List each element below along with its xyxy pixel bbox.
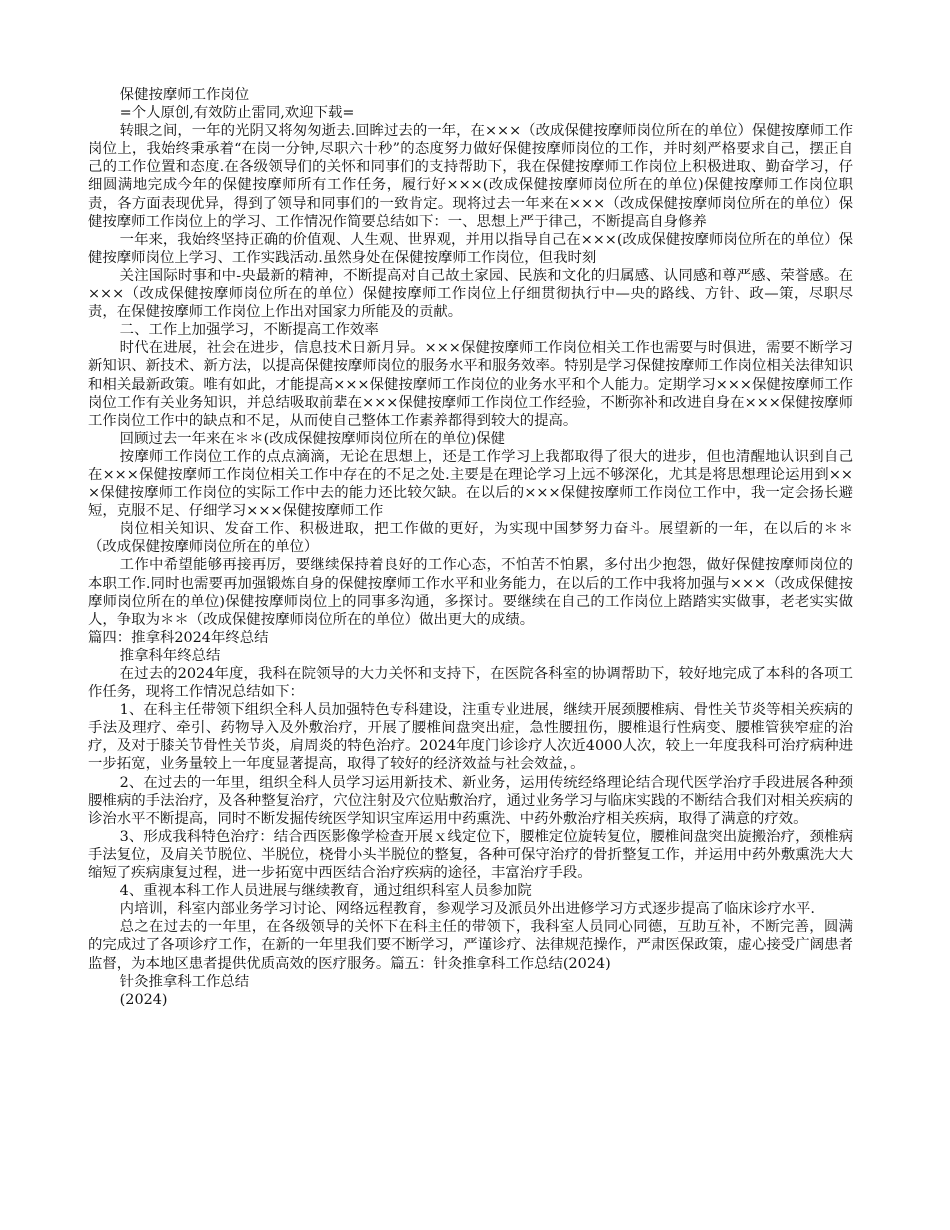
paragraph: 3、形成我科特色治疗：结合西医影像学检查开展ｘ线定位下，腰椎定位旋转复位，腰椎间盘突出旋搬治疗，颈椎病手法复位，及肩关节脱位、半脱位，桡骨小头半脱位的整复，各种可保守治疗的骨折整复工作，并运用中药外敷熏洗大大缩短了疾病康复过程，进一步拓宽中西医结合治疗疾病的途径，丰富治疗手段。 — [88, 828, 853, 882]
paragraph: 篇四：推拿科2024年终总结 — [88, 629, 269, 646]
paragraph: 二、工作上加强学习，不断提高工作效率 — [119, 322, 379, 339]
paragraph: 推拿科年终总结 — [119, 647, 221, 664]
paragraph: 岗位相关知识、发奋工作、积极进取，把工作做的更好，为实现中国梦努力奋斗。展望新的一年，在以后的＊＊（改成保健按摩师岗位所在的单位） — [88, 521, 853, 556]
paragraph: (2024) — [119, 991, 168, 1008]
paragraph: 保健按摩师工作岗位 — [119, 87, 250, 103]
paragraph: 工作中希望能够再接再厉，要继续保持着良好的工作心态，不怕苦不怕累，多付出少抱怨，做好保健按摩师岗位的本职工作.同时也需要再加强锻炼自身的保健按摩师工作水平和业务能力，在以后的工作中我将加强与×××（改成保健按摩师岗位所在的单位)保健按摩师岗位上的同事多沟通，多探讨。要继续在自己的工作岗位上踏踏实实做事，老老实实做人，争取为＊＊（改成保健按摩师岗位所在的单位）做出更大的成绩。 — [88, 557, 853, 628]
paragraph: 回顾过去一年来在＊＊(改成保健按摩师岗位所在的单位)保健 — [119, 430, 506, 447]
document-body — [88, 86, 853, 1009]
paragraph: 时代在进展，社会在进步，信息技术日新月异。×××保健按摩师工作岗位相关工作也需要与时俱进，需要不断学习新知识、新技术、新方法，以提高保健按摩师岗位的服务水平和服务效率。特别是学习保健按摩师工作岗位相关法律知识和相关最新政策。唯有如此，才能提高×××保健按摩师工作岗位的业务水平和个人能力。定期学习×××保健按摩师工作岗位工作有关业务知识，并总结吸取前辈在×××保健按摩师工作岗位工作经验，不断弥补和改进自身在×××保健按摩师工作岗位工作中的缺点和不足，从而使自己整体工作素养都得到较大的提高。 — [88, 340, 853, 429]
paragraph: 1、在科主任带领下组织全科人员加强特色专科建设，注重专业进展，继续开展颈腰椎病、骨性关节炎等相关疾病的手法及理疗、牵引、药物导入及外敷治疗，开展了腰椎间盘突出症，急性腰扭伤，腰椎退行性病变、腰椎管狭窄症的治疗，及对于膝关节骨性关节炎，肩周炎的特色治疗。2024年度门诊诊疗人次近4000人次，较上一年度我科可治疗病种进一步拓宽，业务量较上一年度显著提高，取得了较好的经济效益与社会效益，。 — [88, 702, 853, 773]
paragraph: 4、重视本科工作人员进展与继续教育，通过组织科室人员参加院 — [119, 883, 532, 900]
paragraph: =个人原创,有效防止雷同,欢迎下载= — [119, 105, 355, 122]
paragraph: 在过去的2024年度，我科在院领导的大力关怀和支持下，在医院各科室的协调帮助下，较好地完成了本科的各项工作任务，现将工作情况总结如下： — [88, 666, 853, 701]
paragraph: 2、在过去的一年里，组织全科人员学习运用新技术、新业务，运用传统经络理论结合现代医学治疗手段进展各种颈腰椎病的手法治疗，及各种整复治疗，穴位注射及穴位贴敷治疗，通过业务学习与临床实践的不断结合我们对相关疾病的诊治水平不断提高，同时不断发掘传统医学知识宝库运用中药熏洗、中药外敷治疗相关疾病，取得了满意的疗效。 — [88, 774, 853, 827]
paragraph: 内培训，科室内部业务学习讨论、网络远程教育，参观学习及派员外出进修学习方式逐步提高了临床诊疗水平. — [119, 901, 815, 918]
paragraph: 针灸推拿科工作总结 — [119, 973, 250, 990]
paragraph: 总之在过去的一年里，在各级领导的关怀下在科主任的带领下，我科室人员同心同德，互助互补，不断完善，圆满的完成过了各项诊疗工作，在新的一年里我们要不断学习，严谨诊疗、法律规范操作，严肃医保政策，虚心接受广阔患者监督，为本地区患者提供优质高效的医疗服务。篇五：针灸推拿科工作总结(2024) — [88, 919, 853, 972]
paragraph: 按摩师工作岗位工作的点点滴滴，无论在思想上，还是工作学习上我都取得了很大的进步，但也清醒地认识到自己在×××保健按摩师工作岗位相关工作中存在的不足之处.主要是在理论学习上远不够深化，尤其是将思想理论运用到×××保健按摩师工作岗位的实际工作中去的能力还比较欠缺。在以后的×××保健按摩师工作岗位工作中，我一定会扬长避短，克服不足、仔细学习×××保健按摩师工作 — [88, 448, 853, 520]
paragraph: 转眼之间，一年的光阴又将匆匆逝去.回眸过去的一年，在×××（改成保健按摩师岗位所在的单位）保健按摩师工作岗位上，我始终秉承着“在岗一分钟,尽职六十秒”的态度努力做好保健按摩师岗位的工作，并时刻严格要求自己，摆正自己的工作位置和态度.在各级领导们的关怀和同事们的支持帮助下，我在保健按摩师工作岗位上积极进取、勤奋学习，仔细圆满地完成今年的保健按摩师所有工作任务，履行好×××(改成保健按摩师岗位所在的单位)保健按摩师工作岗位职责，各方面表现优异，得到了领导和同事们的一致肯定。现将过去一年来在×××（改成保健按摩师岗位所在的单位）保健按摩师工作岗位上的学习、工作情况作简要总结如下：一、思想上严于律己，不断提高自身修养 — [88, 123, 853, 230]
paragraph: 关注国际时事和中-央最新的精神，不断提高对自己故土家园、民族和文化的归属感、认同感和尊严感、荣誉感。在×××（改成保健按摩师岗位所在的单位）保健按摩师工作岗位上仔细贯彻执行中—央的路线、方针、政—策，尽职尽责，在保健按摩师工作岗位上作出对国家力所能及的贡献。 — [88, 267, 853, 321]
paragraph: 一年来，我始终坚持正确的价值观、人生观、世界观，并用以指导自己在×××(改成保健按摩师岗位所在的单位）保健按摩师岗位上学习、工作实践活动.虽然身处在保健按摩师工作岗位，但我时刻 — [88, 231, 853, 266]
